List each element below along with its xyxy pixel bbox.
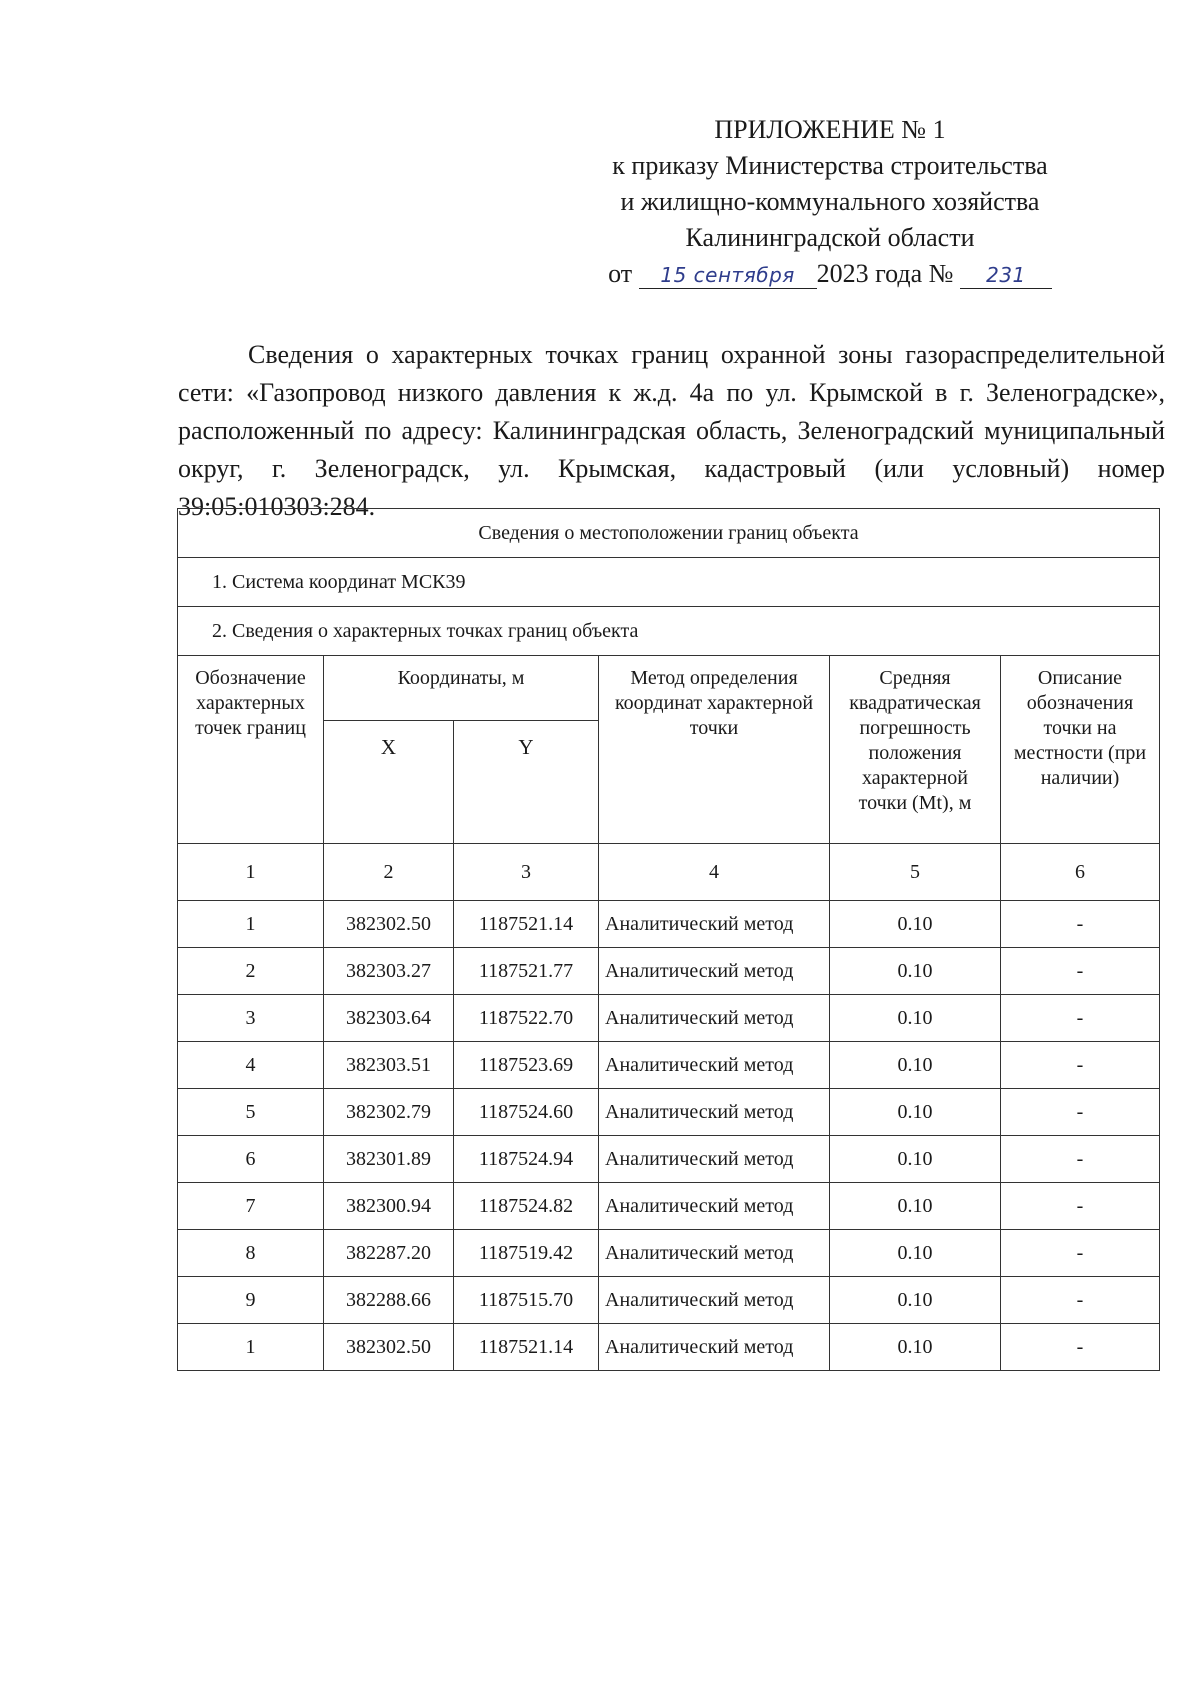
column-number-row: [178, 844, 1160, 901]
x-coordinate-cell: 382302.50: [324, 1324, 454, 1371]
error-cell: 0.10: [830, 948, 1001, 995]
method-cell: Аналитический метод: [599, 1136, 830, 1183]
description-cell: -: [1001, 901, 1160, 948]
y-coordinate-cell: 1187521.14: [454, 901, 599, 948]
table-row: [178, 1089, 1160, 1136]
annex-line-2: и жилищно-коммунального хозяйства: [620, 187, 1040, 216]
error-cell: 0.10: [830, 1277, 1001, 1324]
x-coordinate-cell: 382300.94: [324, 1183, 454, 1230]
method-cell: Аналитический метод: [599, 1089, 830, 1136]
table-title: Сведения о местоположении границ объекта: [178, 509, 1160, 558]
y-coordinate-cell: 1187521.77: [454, 948, 599, 995]
description-cell: -: [1001, 1277, 1160, 1324]
description-cell: -: [1001, 1324, 1160, 1371]
method-cell: Аналитический метод: [599, 948, 830, 995]
error-cell: 0.10: [830, 1089, 1001, 1136]
table-row: [178, 948, 1160, 995]
coordinate-system-row: [178, 558, 1160, 607]
error-cell: 0.10: [830, 1183, 1001, 1230]
table-row: [178, 901, 1160, 948]
error-cell: 0.10: [830, 1136, 1001, 1183]
annex-line-3: Калининградской области: [685, 223, 975, 252]
header-row-top: [178, 656, 1160, 721]
annex-line-1: к приказу Министерства строительства: [612, 151, 1048, 180]
point-cell: 6: [178, 1136, 324, 1183]
y-coordinate-cell: 1187522.70: [454, 995, 599, 1042]
point-cell: 3: [178, 995, 324, 1042]
description-cell: -: [1001, 1089, 1160, 1136]
method-cell: Аналитический метод: [599, 1183, 830, 1230]
y-coordinate-cell: 1187519.42: [454, 1230, 599, 1277]
date-blank: [639, 261, 817, 289]
column-number: 2: [324, 844, 454, 901]
table-row: [178, 1230, 1160, 1277]
method-cell: Аналитический метод: [599, 1042, 830, 1089]
handwritten-order-number: 231: [986, 263, 1026, 287]
description-cell: -: [1001, 1042, 1160, 1089]
x-coordinate-cell: 382288.66: [324, 1277, 454, 1324]
header-coordinates: Координаты, м: [324, 656, 599, 721]
year-text: 2023 года №: [816, 259, 954, 288]
description-cell: -: [1001, 1136, 1160, 1183]
header-method: Метод определения координат характерной точки: [599, 656, 830, 844]
error-cell: 0.10: [830, 995, 1001, 1042]
y-coordinate-cell: 1187524.94: [454, 1136, 599, 1183]
method-cell: Аналитический метод: [599, 901, 830, 948]
x-coordinate-cell: 382302.79: [324, 1089, 454, 1136]
point-cell: 4: [178, 1042, 324, 1089]
table-row: [178, 1042, 1160, 1089]
description-cell: -: [1001, 995, 1160, 1042]
x-coordinate-cell: 382287.20: [324, 1230, 454, 1277]
error-cell: 0.10: [830, 1230, 1001, 1277]
point-cell: 5: [178, 1089, 324, 1136]
column-number: 1: [178, 844, 324, 901]
header-point-label: Обозначение характерных точек границ: [178, 656, 324, 844]
point-cell: 1: [178, 1324, 324, 1371]
x-coordinate-cell: 382303.64: [324, 995, 454, 1042]
error-cell: 0.10: [830, 901, 1001, 948]
x-coordinate-cell: 382303.51: [324, 1042, 454, 1089]
x-coordinate-cell: 382302.50: [324, 901, 454, 948]
annex-date-line: [560, 256, 1100, 292]
method-cell: Аналитический метод: [599, 1324, 830, 1371]
annex-header: [560, 112, 1100, 292]
point-cell: 8: [178, 1230, 324, 1277]
date-prefix: от: [608, 259, 633, 288]
y-coordinate-cell: 1187524.82: [454, 1183, 599, 1230]
point-cell: 2: [178, 948, 324, 995]
error-cell: 0.10: [830, 1042, 1001, 1089]
order-number-blank: [960, 261, 1052, 289]
y-coordinate-cell: 1187521.14: [454, 1324, 599, 1371]
point-cell: 9: [178, 1277, 324, 1324]
point-cell: 7: [178, 1183, 324, 1230]
coordinates-table: [177, 508, 1160, 1371]
header-x: X: [324, 721, 454, 844]
table-row: [178, 1324, 1160, 1371]
column-number: 3: [454, 844, 599, 901]
header-description: Описание обозначения точки на местности (при наличии): [1001, 656, 1160, 844]
method-cell: Аналитический метод: [599, 995, 830, 1042]
error-cell: 0.10: [830, 1324, 1001, 1371]
points-section-row: [178, 607, 1160, 656]
description-cell: -: [1001, 1183, 1160, 1230]
description-cell: -: [1001, 948, 1160, 995]
y-coordinate-cell: 1187524.60: [454, 1089, 599, 1136]
y-coordinate-cell: 1187515.70: [454, 1277, 599, 1324]
handwritten-date: 15 сентября: [660, 263, 795, 287]
table-title-row: [178, 509, 1160, 558]
header-y: Y: [454, 721, 599, 844]
points-section-title: 2. Сведения о характерных точках границ объекта: [178, 607, 1160, 656]
column-number: 5: [830, 844, 1001, 901]
column-number: 4: [599, 844, 830, 901]
x-coordinate-cell: 382301.89: [324, 1136, 454, 1183]
column-number: 6: [1001, 844, 1160, 901]
x-coordinate-cell: 382303.27: [324, 948, 454, 995]
table-row: [178, 1136, 1160, 1183]
intro-paragraph: Сведения о характерных точках границ охранной зоны газораспределительной сети: «Газопровод низкого давления к ж.д. 4а по ул. Крымской в г. Зеленоградске», расположенный по адресу: Калининградская область, Зеленоградский муниципальный округ, г. Зеленоградск, ул. Крымская, кадастровый (или условный) номер 39:05:010303:284.: [178, 340, 1165, 521]
method-cell: Аналитический метод: [599, 1230, 830, 1277]
y-coordinate-cell: 1187523.69: [454, 1042, 599, 1089]
coordinate-system: 1. Система координат МСК39: [178, 558, 1160, 607]
header-error: Средняя квадратическая погрешность положения характерной точки (Mt), м: [830, 656, 1001, 844]
table-row: [178, 1277, 1160, 1324]
table-row: [178, 1183, 1160, 1230]
method-cell: Аналитический метод: [599, 1277, 830, 1324]
annex-title: ПРИЛОЖЕНИЕ № 1: [714, 115, 946, 144]
table-row: [178, 995, 1160, 1042]
point-cell: 1: [178, 901, 324, 948]
description-cell: -: [1001, 1230, 1160, 1277]
